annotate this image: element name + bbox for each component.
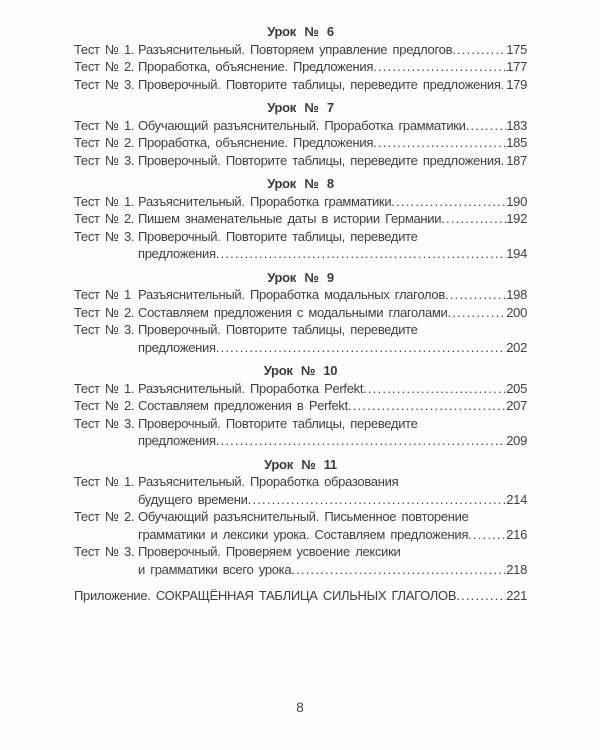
entry-line — [74, 41, 527, 59]
entry-page-number: 192 — [506, 211, 527, 226]
section-title: Урок № 7 — [267, 100, 334, 115]
dotted-leader — [452, 41, 506, 59]
section-title: Урок № 8 — [267, 176, 334, 191]
toc-entry — [74, 228, 527, 263]
entry-line — [74, 134, 527, 152]
dotted-leader — [441, 210, 506, 228]
dotted-leader — [468, 526, 506, 544]
entry-text: предложения — [138, 339, 216, 355]
toc-entry — [74, 543, 527, 578]
entry-label: Тест № 3. — [74, 322, 135, 337]
entry-page-number: 218 — [506, 561, 527, 577]
dotted-leader — [466, 117, 507, 135]
entry-page-number: 194 — [506, 246, 527, 261]
dotted-leader — [373, 58, 506, 76]
dotted-leader — [363, 380, 506, 398]
entry-label: Тест № 2. — [74, 211, 135, 226]
entry-text: Обучающий разъяснительный. Проработка грамматики — [138, 117, 466, 133]
entry-label: Тест № 1. — [74, 380, 135, 396]
toc-entry — [74, 473, 527, 508]
entry-page-number: 202 — [506, 339, 527, 355]
entry-text: Разъяснительный. Проработка образования — [138, 474, 399, 489]
appendix-text: Приложение. СОКРАЩЁННАЯ ТАБЛИЦА СИЛЬНЫХ ГЛАГОЛОВ — [74, 588, 457, 603]
dotted-leader — [216, 339, 506, 357]
toc-entry — [74, 210, 527, 228]
entry-text: Разъяснительный. Повторяем управление предлогов — [138, 41, 453, 57]
entry-line — [74, 286, 527, 304]
dotted-leader — [248, 491, 507, 509]
dotted-leader — [348, 397, 506, 415]
dotted-leader — [391, 193, 506, 211]
entry-line — [74, 491, 527, 509]
entry-text: Составляем предложения с модальными глаголами — [138, 304, 448, 320]
dotted-leader — [216, 245, 506, 263]
entry-label: Тест № 1. — [74, 41, 135, 57]
entry-line — [74, 339, 527, 357]
entry-label: Тест № 2. — [74, 509, 135, 524]
toc-entry — [74, 397, 527, 415]
entry-page-number: 185 — [506, 135, 527, 150]
toc-content — [74, 23, 527, 605]
entry-line — [74, 58, 527, 76]
toc-entry — [74, 415, 527, 450]
toc-entry — [74, 58, 527, 76]
entry-line — [74, 152, 527, 170]
entry-page-number: 177 — [506, 59, 527, 74]
entry-text: грамматики и лексики урока. Составляем предложения — [138, 526, 469, 542]
toc-entry — [74, 76, 527, 94]
footer-page-number: 8 — [296, 700, 304, 715]
entry-text: Проверочный. Повторите таблицы, переведите предложения — [138, 152, 501, 168]
entry-page-number: 207 — [506, 398, 527, 413]
entry-text: будущего времени — [138, 491, 248, 507]
dotted-leader — [216, 432, 506, 450]
entry-label: Тест № 3. — [74, 152, 135, 168]
entry-text: Разъяснительный. Проработка грамматики — [138, 193, 392, 209]
entry-line — [74, 304, 527, 322]
entry-label: Тест № 3. — [74, 228, 135, 244]
dotted-leader — [456, 587, 506, 605]
entry-page-number: 216 — [506, 526, 527, 542]
appendix-entry — [74, 587, 527, 605]
entry-text: Проверочный. Проверяем усвоение лексики — [138, 544, 401, 559]
entry-page-number: 200 — [506, 304, 527, 320]
entry-text: Проверочный. Повторите таблицы, переведите предложения — [138, 76, 501, 92]
dotted-leader — [373, 134, 506, 152]
entry-page-number: 183 — [506, 117, 527, 133]
entry-label: Тест № 1. — [74, 117, 135, 133]
entry-line — [74, 561, 527, 579]
entry-line — [74, 210, 527, 228]
entry-label: Тест № 1. — [74, 474, 135, 489]
entry-label: Тест № 2. — [74, 135, 135, 150]
toc-entry — [74, 286, 527, 304]
entry-label: Тест № 2. — [74, 304, 135, 320]
toc-entry — [74, 380, 527, 398]
entry-text: Пишем знаменательные даты в истории Германии — [138, 211, 442, 226]
toc-entry — [74, 304, 527, 322]
toc-entry — [74, 41, 527, 59]
entry-line — [74, 117, 527, 135]
entry-text: и грамматики всего урока — [138, 561, 292, 577]
toc-entry — [74, 321, 527, 356]
entry-label: Тест № 3. — [74, 415, 135, 431]
entry-line — [74, 380, 527, 398]
entry-page-number: 187 — [506, 152, 527, 168]
entry-line — [74, 193, 527, 211]
entry-page-number: 190 — [506, 193, 527, 209]
entry-text: Проверочный. Повторите таблицы, переведите — [138, 322, 418, 337]
entry-page-number: 179 — [506, 76, 527, 92]
toc-entry — [74, 117, 527, 135]
section-title: Урок № 9 — [267, 269, 334, 285]
entry-page-number: 214 — [506, 491, 527, 507]
toc-entry — [74, 134, 527, 152]
entry-text: предложения — [138, 433, 216, 448]
entry-line — [74, 543, 527, 561]
entry-text: Составляем предложения в Perfekt — [138, 398, 348, 413]
toc-entry — [74, 508, 527, 543]
entry-label: Тест № 1. — [74, 193, 135, 209]
entry-line — [74, 397, 527, 415]
entry-page-number: 205 — [506, 380, 527, 396]
entry-text: Разъяснительный. Проработка Perfekt — [138, 380, 364, 396]
entry-label: Тест № 1 — [74, 287, 131, 302]
dotted-leader — [445, 286, 506, 304]
entry-line — [74, 76, 527, 94]
dotted-leader — [291, 561, 506, 579]
section-title: Урок № 10 — [263, 363, 338, 378]
entry-page-number: 209 — [506, 433, 527, 448]
entry-text: Проверочный. Повторите таблицы, переведите — [138, 228, 418, 244]
entry-text: предложения — [138, 246, 216, 261]
entry-line — [74, 415, 527, 433]
entry-page-number: 175 — [506, 41, 527, 57]
entry-page-number: 198 — [506, 287, 527, 302]
toc-entry — [74, 152, 527, 170]
entry-line — [74, 508, 527, 526]
entry-page-number: 221 — [506, 588, 527, 603]
entry-text: Проработка, объяснение. Предложения — [138, 59, 374, 74]
entry-line — [74, 587, 527, 605]
entry-label: Тест № 3. — [74, 544, 135, 559]
entry-label: Тест № 2. — [74, 59, 135, 74]
entry-label: Тест № 3. — [74, 76, 135, 92]
entry-line — [74, 432, 527, 450]
entry-label: Тест № 2. — [74, 398, 135, 413]
entry-text: Проработка, объяснение. Предложения — [138, 135, 374, 150]
entry-line — [74, 245, 527, 263]
entry-line — [74, 526, 527, 544]
section-title: Урок № 11 — [264, 456, 337, 472]
entry-text: Проверочный. Повторите таблицы, переведите — [138, 415, 418, 431]
entry-text: Разъяснительный. Проработка модальных глаголов — [138, 287, 445, 302]
entry-line — [74, 321, 527, 339]
entry-line — [74, 228, 527, 246]
dotted-leader — [448, 304, 507, 322]
entry-line — [74, 473, 527, 491]
entry-text: Обучающий разъяснительный. Письменное повторение — [138, 509, 469, 524]
section-title: Урок № 6 — [267, 24, 334, 39]
toc-entry — [74, 193, 527, 211]
